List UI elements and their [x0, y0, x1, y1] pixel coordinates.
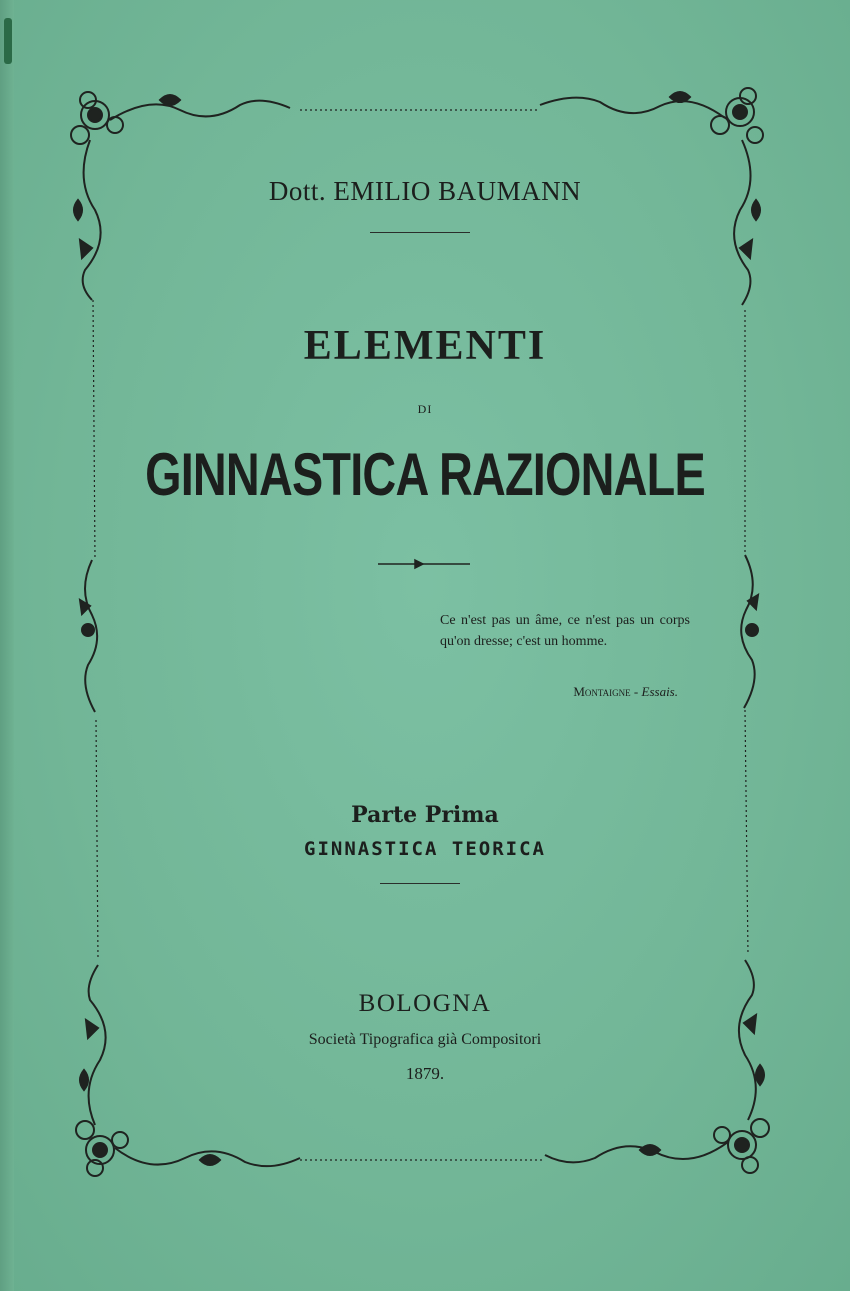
part-divider — [380, 883, 460, 884]
title-line-1: ELEMENTI — [303, 323, 547, 369]
imprint-publisher: Società Tipografica già Compositori — [308, 1031, 542, 1048]
author-name: Dott. EMILIO BAUMANN — [268, 176, 582, 206]
epigraph-work: Essais. — [641, 684, 678, 699]
epigraph-author: Montaigne — [573, 684, 631, 699]
imprint-year: 1879. — [405, 1064, 445, 1083]
part-subtitle: GINNASTICA TEORICA — [304, 838, 546, 860]
title-line-2: GINNASTICA RAZIONALE — [145, 441, 705, 508]
epigraph-separator: - — [630, 684, 642, 699]
title-connector: DI — [417, 402, 433, 416]
epigraph-attribution — [440, 684, 678, 700]
epigraph-quote: Ce n'est pas un âme, ce n'est pas un corps qu'on dresse; c'est un homme. — [440, 613, 690, 649]
imprint-city: BOLOGNA — [358, 990, 492, 1017]
side-ornament-left — [80, 560, 97, 712]
side-ornament-right — [741, 555, 758, 708]
title-divider-ornament — [378, 560, 470, 568]
part-title: Parte Prima — [351, 802, 499, 828]
author-divider — [370, 232, 470, 233]
